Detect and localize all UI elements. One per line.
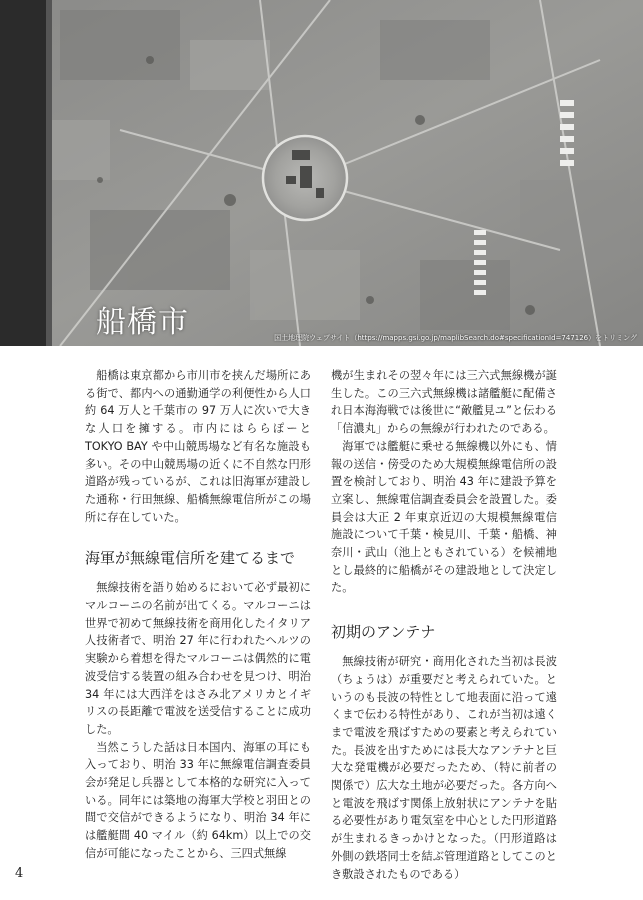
body-paragraph-continued: 機が生まれその翌々年には三六式無線機が誕生した。この三六式無線機は諸艦艇に配備され日本海海戦では後世に“敵艦見ユ”と伝わる「信濃丸」からの無線が行われたのである。 xyxy=(331,369,557,436)
aerial-photo-image xyxy=(0,0,643,346)
page-title: 船橋市 xyxy=(96,305,189,340)
body-paragraph: 無線技術を語り始めるにおいて必ず最初にマルコーニの名前が出てくる。マルコーニは世界で初めて無線技術を商用化したイタリア人技術者で、明治 27 年に行われたヘルツの実験から着想を得たマルコーニは偶然的に電波受信する装置の組み合わせを見つけ、明治 34 年には大西洋をはさみ北アメリカとイギリスの長距離で電波を送受信することに成功した。 xyxy=(85,581,311,736)
section-heading-navy-station: 海軍が無線電信所を建てるまで xyxy=(85,549,296,568)
intro-paragraph: 船橋は東京都から市川市を挟んだ場所にある街で、都内への通勤通学の利便性から人口約 64 万人と千葉市の 97 万人に次いで大きな人口を擁する。市内にはららぽーと TOKYO BAY や中山競馬場など有名な施設も多い。その中山競馬場の近くに不自然な円形道路が残っているが、これは旧海軍が建設した通称・行田無線、船橋無線電信所がこの場所に存在していた。 xyxy=(85,369,311,524)
image-credit: 国土地理院ウェブサイト（https://mapps.gsi.go.jp/maplibSearch.do#specificationId=747126）をトリミング xyxy=(274,334,637,342)
section-heading-early-antenna: 初期のアンテナ xyxy=(331,623,436,642)
page-number: 4 xyxy=(15,866,24,881)
body-paragraph: 無線技術が研究・商用化された当初は長波（ちょうは）が重要だと考えられていた。というのも長波の特性として地表面に沿って遠くまで伝わる特性があり、これが当初は遠くまで電波を飛ばすための要素と考えられていた。長波を出すためには長大なアンテナと巨大な発電機が必要だったため、（特に前者の関係で）広大な土地が必要だった。各方向へと電波を飛ばす関係上放射状にアンテナを貼る必要性があり電気室を中心とした円形道路が生まれるきっかけとなった。（円形道路は外側の鉄塔同士を結ぶ管理道路としてこのとき敷設されたものである） xyxy=(331,655,557,881)
left-column xyxy=(85,367,311,863)
body-paragraph: 当然こうした話は日本国内、海軍の耳にも入っており、明治 33 年に無線電信調査委員会が発足し兵器として本格的な研究に入っている。同年には築地の海軍大学校と羽田との間で交信ができるようになり、明治 34 年には艦艇間 40 マイル（約 64km）以上での交信が可能になったことから、三四式無線 xyxy=(85,740,311,860)
right-column xyxy=(331,367,557,883)
body-paragraph: 海軍では艦艇に乗せる無線機以外にも、情報の送信・傍受のため大規模無線電信所の設置を検討しており、明治 43 年に建設予算を立案し、無線電信調査委員会を設置した。委員会は大正 2 年東京近辺の大規模無線電信施設について千葉・検見川、千葉・船橋、神奈川・武山（池上ともされている）を候補地とし最終的に船橋がその建設地として決定した。 xyxy=(331,439,557,595)
aerial-photo xyxy=(0,0,643,346)
